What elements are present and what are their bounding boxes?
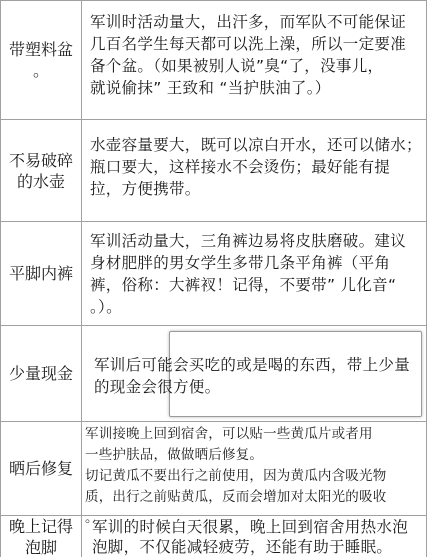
item-description: 军训的时候白天很累，晚上回到宿舍用热水泡 泡脚，不仅能减轻疲劳，还能有助于睡眠。 bbox=[92, 518, 409, 556]
item-name-cell bbox=[0, 120, 82, 221]
item-description-cell bbox=[82, 222, 427, 325]
item-name: 不易破碎 的水壶 bbox=[8, 150, 73, 191]
item-description-cell bbox=[82, 1, 427, 119]
item-name-cell bbox=[0, 516, 82, 557]
item-name: 带塑料盆 。 bbox=[8, 40, 73, 80]
item-description: 军训活动量大，三角裤边易将皮肤磨破。建议 身材肥胖的男女学生多带几条平角裤（平角 裤，俗称：大裤衩！记得，不要带” 儿化音“ 。）。 bbox=[90, 232, 407, 316]
table-row bbox=[0, 222, 427, 326]
table-row bbox=[0, 422, 427, 526]
item-description-cell bbox=[82, 422, 427, 526]
table-row bbox=[0, 516, 427, 557]
item-name-cell bbox=[0, 422, 82, 515]
item-description-cell bbox=[82, 326, 427, 421]
item-description-cell bbox=[82, 516, 427, 557]
item-name-cell bbox=[0, 222, 82, 325]
item-name: 平脚内裤 bbox=[8, 264, 73, 283]
item-description-cell bbox=[82, 120, 427, 221]
item-name-cell bbox=[0, 326, 82, 421]
item-name: 晒后修复 bbox=[8, 459, 73, 478]
item-name: 少量现金 bbox=[8, 364, 73, 383]
item-description: 军训时活动量大，出汗多，而军队不可能保证 几百名学生每天都可以洗上澡，所以一定要准 备个盆。（如果被别人说”臭“了，没事儿， 就说偷抹” 王致和 “当护肤油了。） bbox=[90, 13, 407, 97]
item-name-cell bbox=[0, 1, 82, 119]
item-description: 军训后可能会买吃的或是喝的东西，带上少量 的现金会很方便。 bbox=[94, 356, 411, 396]
item-description: 军训接晚上回到宿舍，可以贴一些黄瓜片或者用 一些护肤品，做做晒后修复。 切记黄瓜不要出行之前使用，因为黄瓜内含吸光物 质，出行之前贴黄瓜，反而会增加对太阳光的吸收 。 bbox=[85, 426, 387, 526]
table-row bbox=[0, 120, 427, 222]
item-name: 晚上记得 泡脚 bbox=[8, 516, 73, 557]
table-row bbox=[0, 0, 427, 120]
item-description: 水壶容量要大，既可以凉白开水，还可以储水； 瓶口要大，这样接水不会烫伤；最好能有提 拉，方便携带。 bbox=[90, 136, 422, 198]
table-row bbox=[0, 326, 427, 422]
